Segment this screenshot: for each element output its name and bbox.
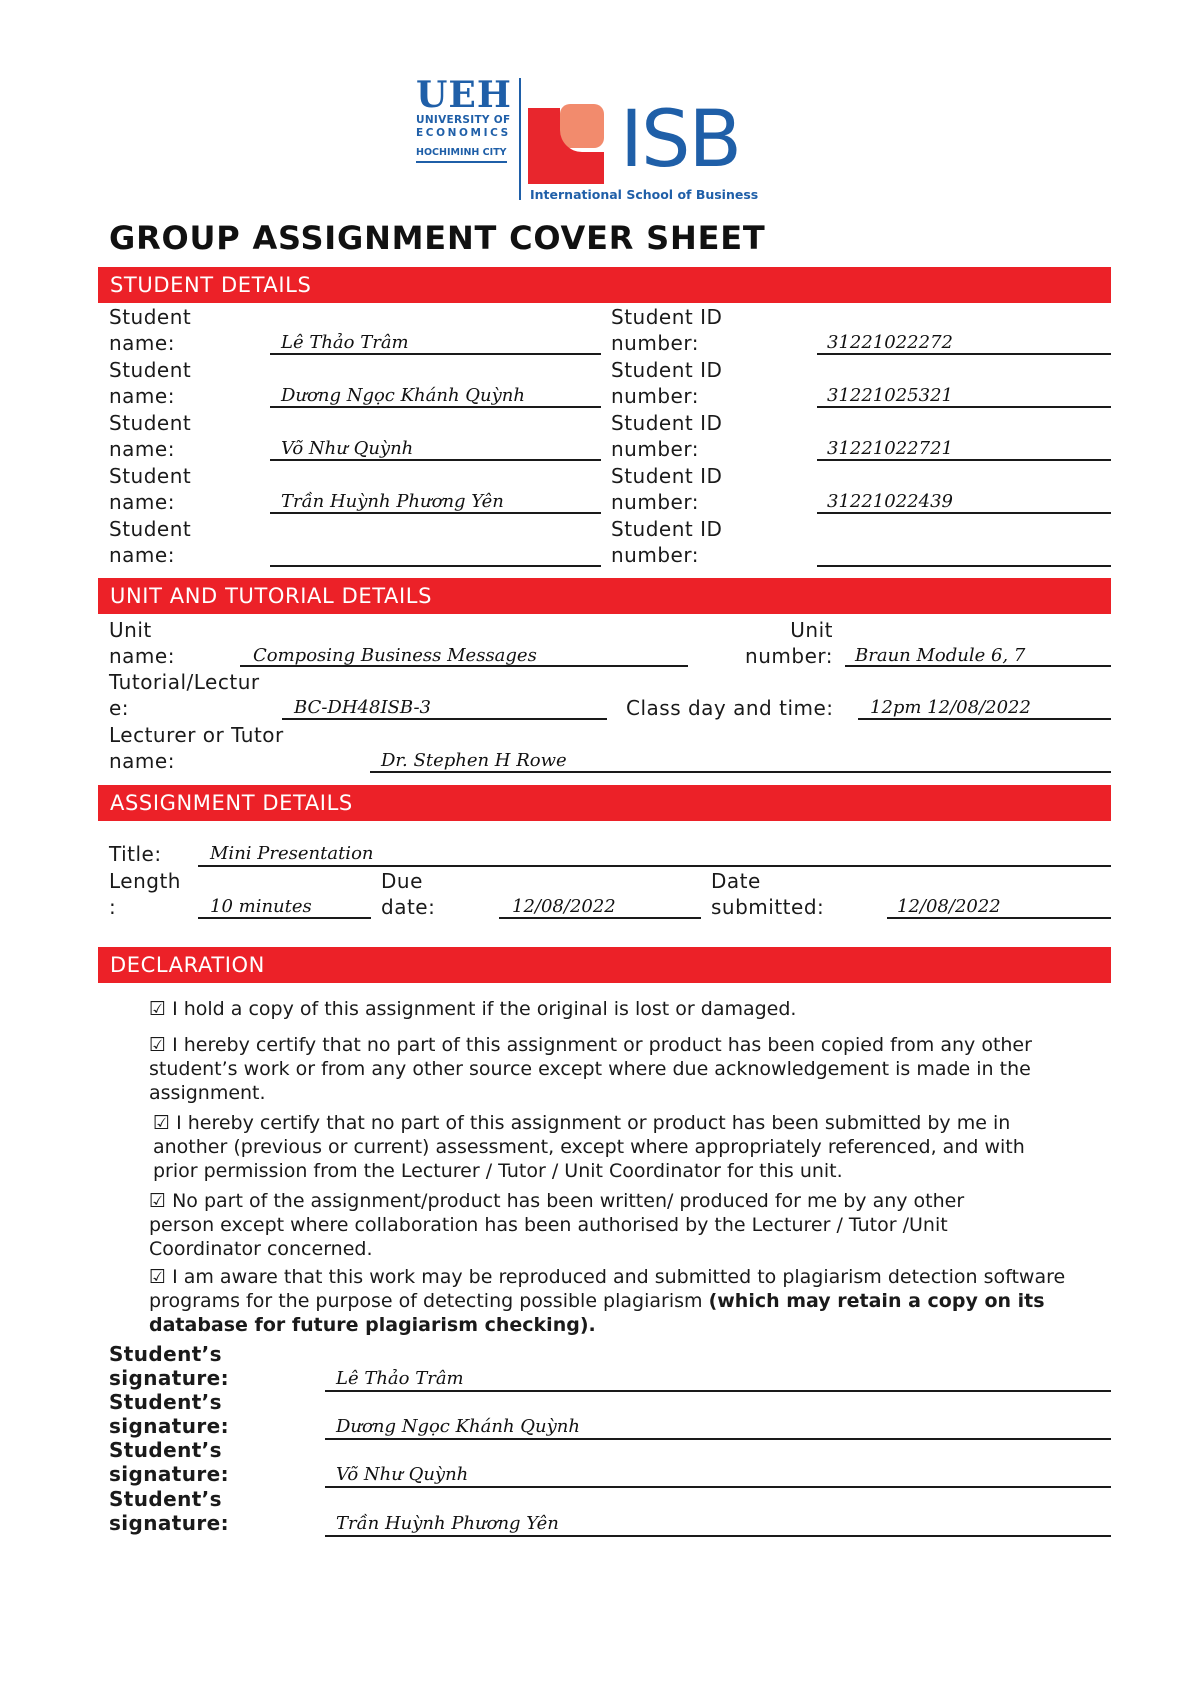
ueh-line-1: UNIVERSITY OF: [416, 114, 511, 126]
signature-label: Student’s signature:: [109, 1438, 230, 1486]
student-id-label: Student ID number:: [611, 411, 723, 461]
student-name-label: Student name:: [109, 464, 192, 514]
length-label: Length :: [109, 869, 181, 919]
student-id-line: [817, 512, 1111, 514]
due-date-line: [499, 917, 701, 919]
student-name-value: Võ Như Quỳnh: [281, 438, 414, 459]
student-id-line: [817, 406, 1111, 408]
class-time-line: [858, 718, 1111, 720]
unit-number-label: Unit number:: [745, 618, 833, 668]
declaration-text: I hereby certify that no part of this assignment or product has been copied from any other student’s work or from any other source except where due acknowledgement is made in the assignment.: [149, 1034, 1032, 1104]
lecturer-label: Lecturer or Tutor name:: [109, 723, 284, 773]
student-id-value: 31221022439: [827, 491, 953, 512]
student-name-label: Student name:: [109, 358, 192, 408]
tutorial-line: [282, 718, 607, 720]
student-name-label: Student name:: [109, 411, 192, 461]
signature-value: Trần Huỳnh Phương Yên: [336, 1513, 559, 1534]
section-header-student: [98, 267, 1111, 303]
checked-box-icon[interactable]: ☑: [149, 998, 167, 1020]
signature-label: Student’s signature:: [109, 1487, 230, 1535]
page-title: GROUP ASSIGNMENT COVER SHEET: [109, 219, 766, 257]
due-date-value: 12/08/2022: [512, 896, 616, 917]
student-name-value: Lê Thảo Trâm: [281, 332, 409, 353]
declaration-item: [149, 1033, 1104, 1105]
declaration-text: I hereby certify that no part of this assignment or product has been submitted by me in another (previous or current) assessment, except where appropriately referenced, and with prior permission from the Lecturer / Tutor / Unit Coordinator for this unit.: [153, 1112, 1025, 1182]
unit-name-line: [240, 665, 688, 667]
signature-line: [325, 1438, 1111, 1440]
student-id-value: 31221022272: [827, 332, 953, 353]
student-id-label: Student ID number:: [611, 305, 723, 355]
student-name-line: [270, 512, 601, 514]
declaration-text: No part of the assignment/product has been written/ produced for me by any other person except where collaboration has been authorised by the Lecturer / Tutor /Unit Coordinator concerned.: [149, 1190, 965, 1260]
section-title: STUDENT DETAILS: [110, 273, 312, 297]
declaration-item: [149, 997, 1099, 1021]
signature-value: Võ Như Quỳnh: [336, 1464, 469, 1485]
section-header-declaration: [98, 947, 1111, 983]
class-time-value: 12pm 12/08/2022: [870, 697, 1031, 718]
due-date-label: Due date:: [381, 869, 436, 919]
ueh-line-2: ECONOMICS: [416, 127, 511, 139]
student-id-line: [817, 353, 1111, 355]
student-id-line: [817, 459, 1111, 461]
title-line: [198, 865, 1111, 867]
ueh-mark: UEH: [416, 74, 512, 116]
signature-line: [325, 1486, 1111, 1488]
declaration-text: I am aware that this work may be reproduced and submitted to plagiarism detection software programs for the purpose of detecting possible plagiarism: [149, 1266, 1066, 1312]
declaration-item: [153, 1111, 1053, 1183]
isb-mark: ISB: [620, 95, 741, 185]
submitted-line: [887, 917, 1111, 919]
declaration-text: I hold a copy of this assignment if the original is lost or damaged.: [172, 998, 797, 1020]
signature-line: [325, 1390, 1111, 1392]
unit-name-label: Unit name:: [109, 618, 175, 668]
title-value: Mini Presentation: [210, 843, 374, 864]
logo-divider: [519, 78, 521, 200]
section-header-unit: [98, 578, 1111, 614]
declaration-item: [149, 1265, 1079, 1337]
checked-box-icon[interactable]: ☑: [149, 1190, 167, 1212]
title-label: Title:: [109, 842, 162, 866]
isb-logo: [528, 95, 788, 204]
checked-box-icon[interactable]: ☑: [149, 1266, 167, 1288]
isb-full-name: International School of Business: [530, 187, 759, 202]
section-title: ASSIGNMENT DETAILS: [110, 791, 353, 815]
ueh-logo: [416, 76, 516, 186]
section-title: DECLARATION: [110, 953, 265, 977]
tutorial-label: Tutorial/Lectur e:: [109, 670, 260, 720]
student-id-label: Student ID number:: [611, 517, 723, 567]
student-id-line: [817, 565, 1111, 567]
lecturer-value: Dr. Stephen H Rowe: [381, 750, 567, 771]
student-name-line: [270, 459, 601, 461]
student-name-line: [270, 565, 601, 567]
declaration-bold-text: (which may retain a copy on its database for future plagiarism checking).: [149, 1290, 1045, 1336]
section-title: UNIT AND TUTORIAL DETAILS: [110, 584, 433, 608]
submitted-label: Date submitted:: [711, 869, 825, 919]
submitted-value: 12/08/2022: [897, 896, 1001, 917]
section-header-assignment: [98, 785, 1111, 821]
student-id-label: Student ID number:: [611, 464, 723, 514]
signature-label: Student’s signature:: [109, 1390, 230, 1438]
tutorial-value: BC-DH48ISB-3: [294, 697, 431, 718]
unit-number-line: [845, 665, 1111, 667]
student-id-label: Student ID number:: [611, 358, 723, 408]
checked-box-icon[interactable]: ☑: [149, 1034, 167, 1056]
ueh-line-3: HOCHIMINH CITY: [416, 146, 507, 163]
unit-number-value: Braun Module 6, 7: [855, 645, 1026, 666]
length-value: 10 minutes: [210, 896, 312, 917]
signature-value: Dương Ngọc Khánh Quỳnh: [336, 1416, 580, 1437]
student-name-value: Trần Huỳnh Phương Yên: [281, 491, 504, 512]
unit-name-value: Composing Business Messages: [253, 645, 537, 666]
student-name-line: [270, 406, 601, 408]
signature-value: Lê Thảo Trâm: [336, 1368, 464, 1389]
student-name-label: Student name:: [109, 305, 192, 355]
length-line: [198, 917, 371, 919]
student-id-value: 31221025321: [827, 385, 953, 406]
student-name-label: Student name:: [109, 517, 192, 567]
signature-label: Student’s signature:: [109, 1342, 230, 1390]
class-time-label: Class day and time:: [626, 696, 834, 720]
signature-line: [325, 1535, 1111, 1537]
student-name-line: [270, 353, 601, 355]
declaration-item: [149, 1189, 1024, 1261]
student-name-value: Dương Ngọc Khánh Quỳnh: [281, 385, 525, 406]
lecturer-line: [370, 771, 1111, 773]
checked-box-icon[interactable]: ☑: [153, 1112, 171, 1134]
student-id-value: 31221022721: [827, 438, 953, 459]
